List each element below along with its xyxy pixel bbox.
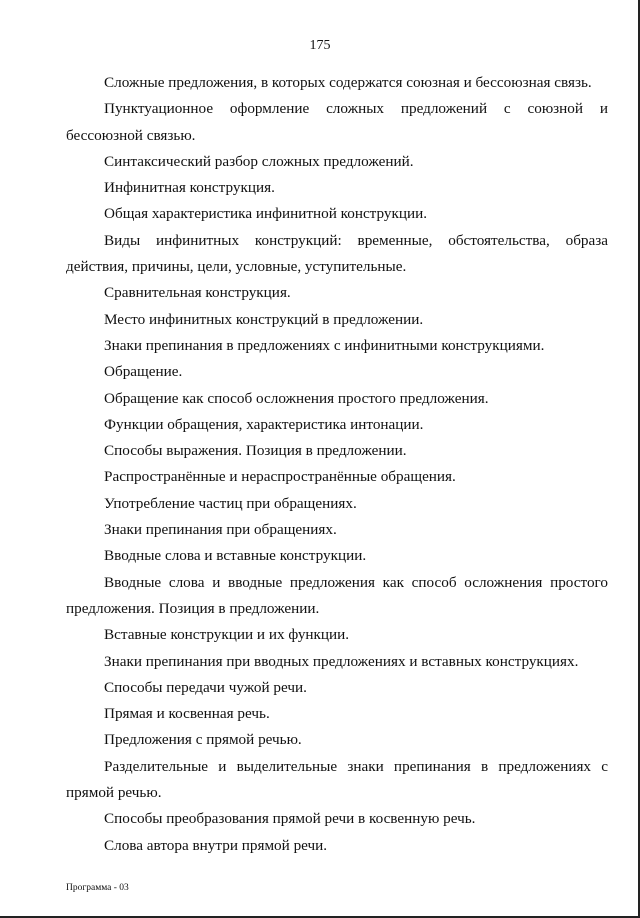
paragraph: Место инфинитных конструкций в предложении.	[104, 310, 424, 328]
paragraph: Обращение.	[104, 363, 183, 381]
paragraph: Синтаксический разбор сложных предложений.	[104, 152, 414, 170]
paragraph: Распространённые и нераспространённые обращения.	[104, 468, 456, 486]
paragraph: Предложения с прямой речью.	[104, 731, 302, 749]
paragraph: Пунктуационное оформление сложных предложений с союзной и бессоюзной связью.	[66, 100, 608, 144]
paragraph: Обращение как способ осложнения простого предложения.	[104, 389, 489, 407]
paragraph: Сравнительная конструкция.	[104, 284, 291, 302]
paragraph: Слова автора внутри прямой речи.	[104, 836, 328, 854]
paragraph: Знаки препинания при обращениях.	[104, 521, 337, 539]
paragraph: Разделительные и выделительные знаки препинания в предложениях с прямой речью.	[66, 757, 608, 802]
paragraph: Инфинитная конструкция.	[104, 179, 275, 197]
paragraph: Знаки препинания в предложениях с инфинитными конструкциями.	[104, 336, 545, 354]
paragraph: Вводные слова и вставные конструкции.	[104, 547, 367, 565]
paragraph: Вводные слова и вводные предложения как способ осложнения простого предложения. Позиция в предложении.	[66, 573, 608, 617]
paragraph: Функции обращения, характеристика интонации.	[104, 415, 424, 433]
paragraph: Способы передачи чужой речи.	[104, 678, 307, 696]
paragraph: Способы преобразования прямой речи в косвенную речь.	[104, 810, 476, 828]
paragraph: Прямая и косвенная речь.	[104, 705, 270, 723]
paragraph: Знаки препинания при вводных предложениях и вставных конструкциях.	[104, 652, 579, 670]
body-text	[66, 70, 608, 859]
paragraph: Способы выражения. Позиция в предложении.	[104, 442, 407, 460]
paragraph: Виды инфинитных конструкций: временные, обстоятельства, образа действия, причины, цели, условные, уступительные.	[66, 231, 608, 276]
page-number: 175	[309, 38, 331, 53]
paragraph: Сложные предложения, в которых содержатся союзная и бессоюзная связь.	[104, 74, 592, 91]
footer-note: Программа - 03	[66, 883, 129, 893]
paragraph: Употребление частиц при обращениях.	[104, 494, 357, 512]
paragraph: Общая характеристика инфинитной конструкции.	[104, 205, 428, 223]
paragraph: Вставные конструкции и их функции.	[104, 626, 350, 644]
